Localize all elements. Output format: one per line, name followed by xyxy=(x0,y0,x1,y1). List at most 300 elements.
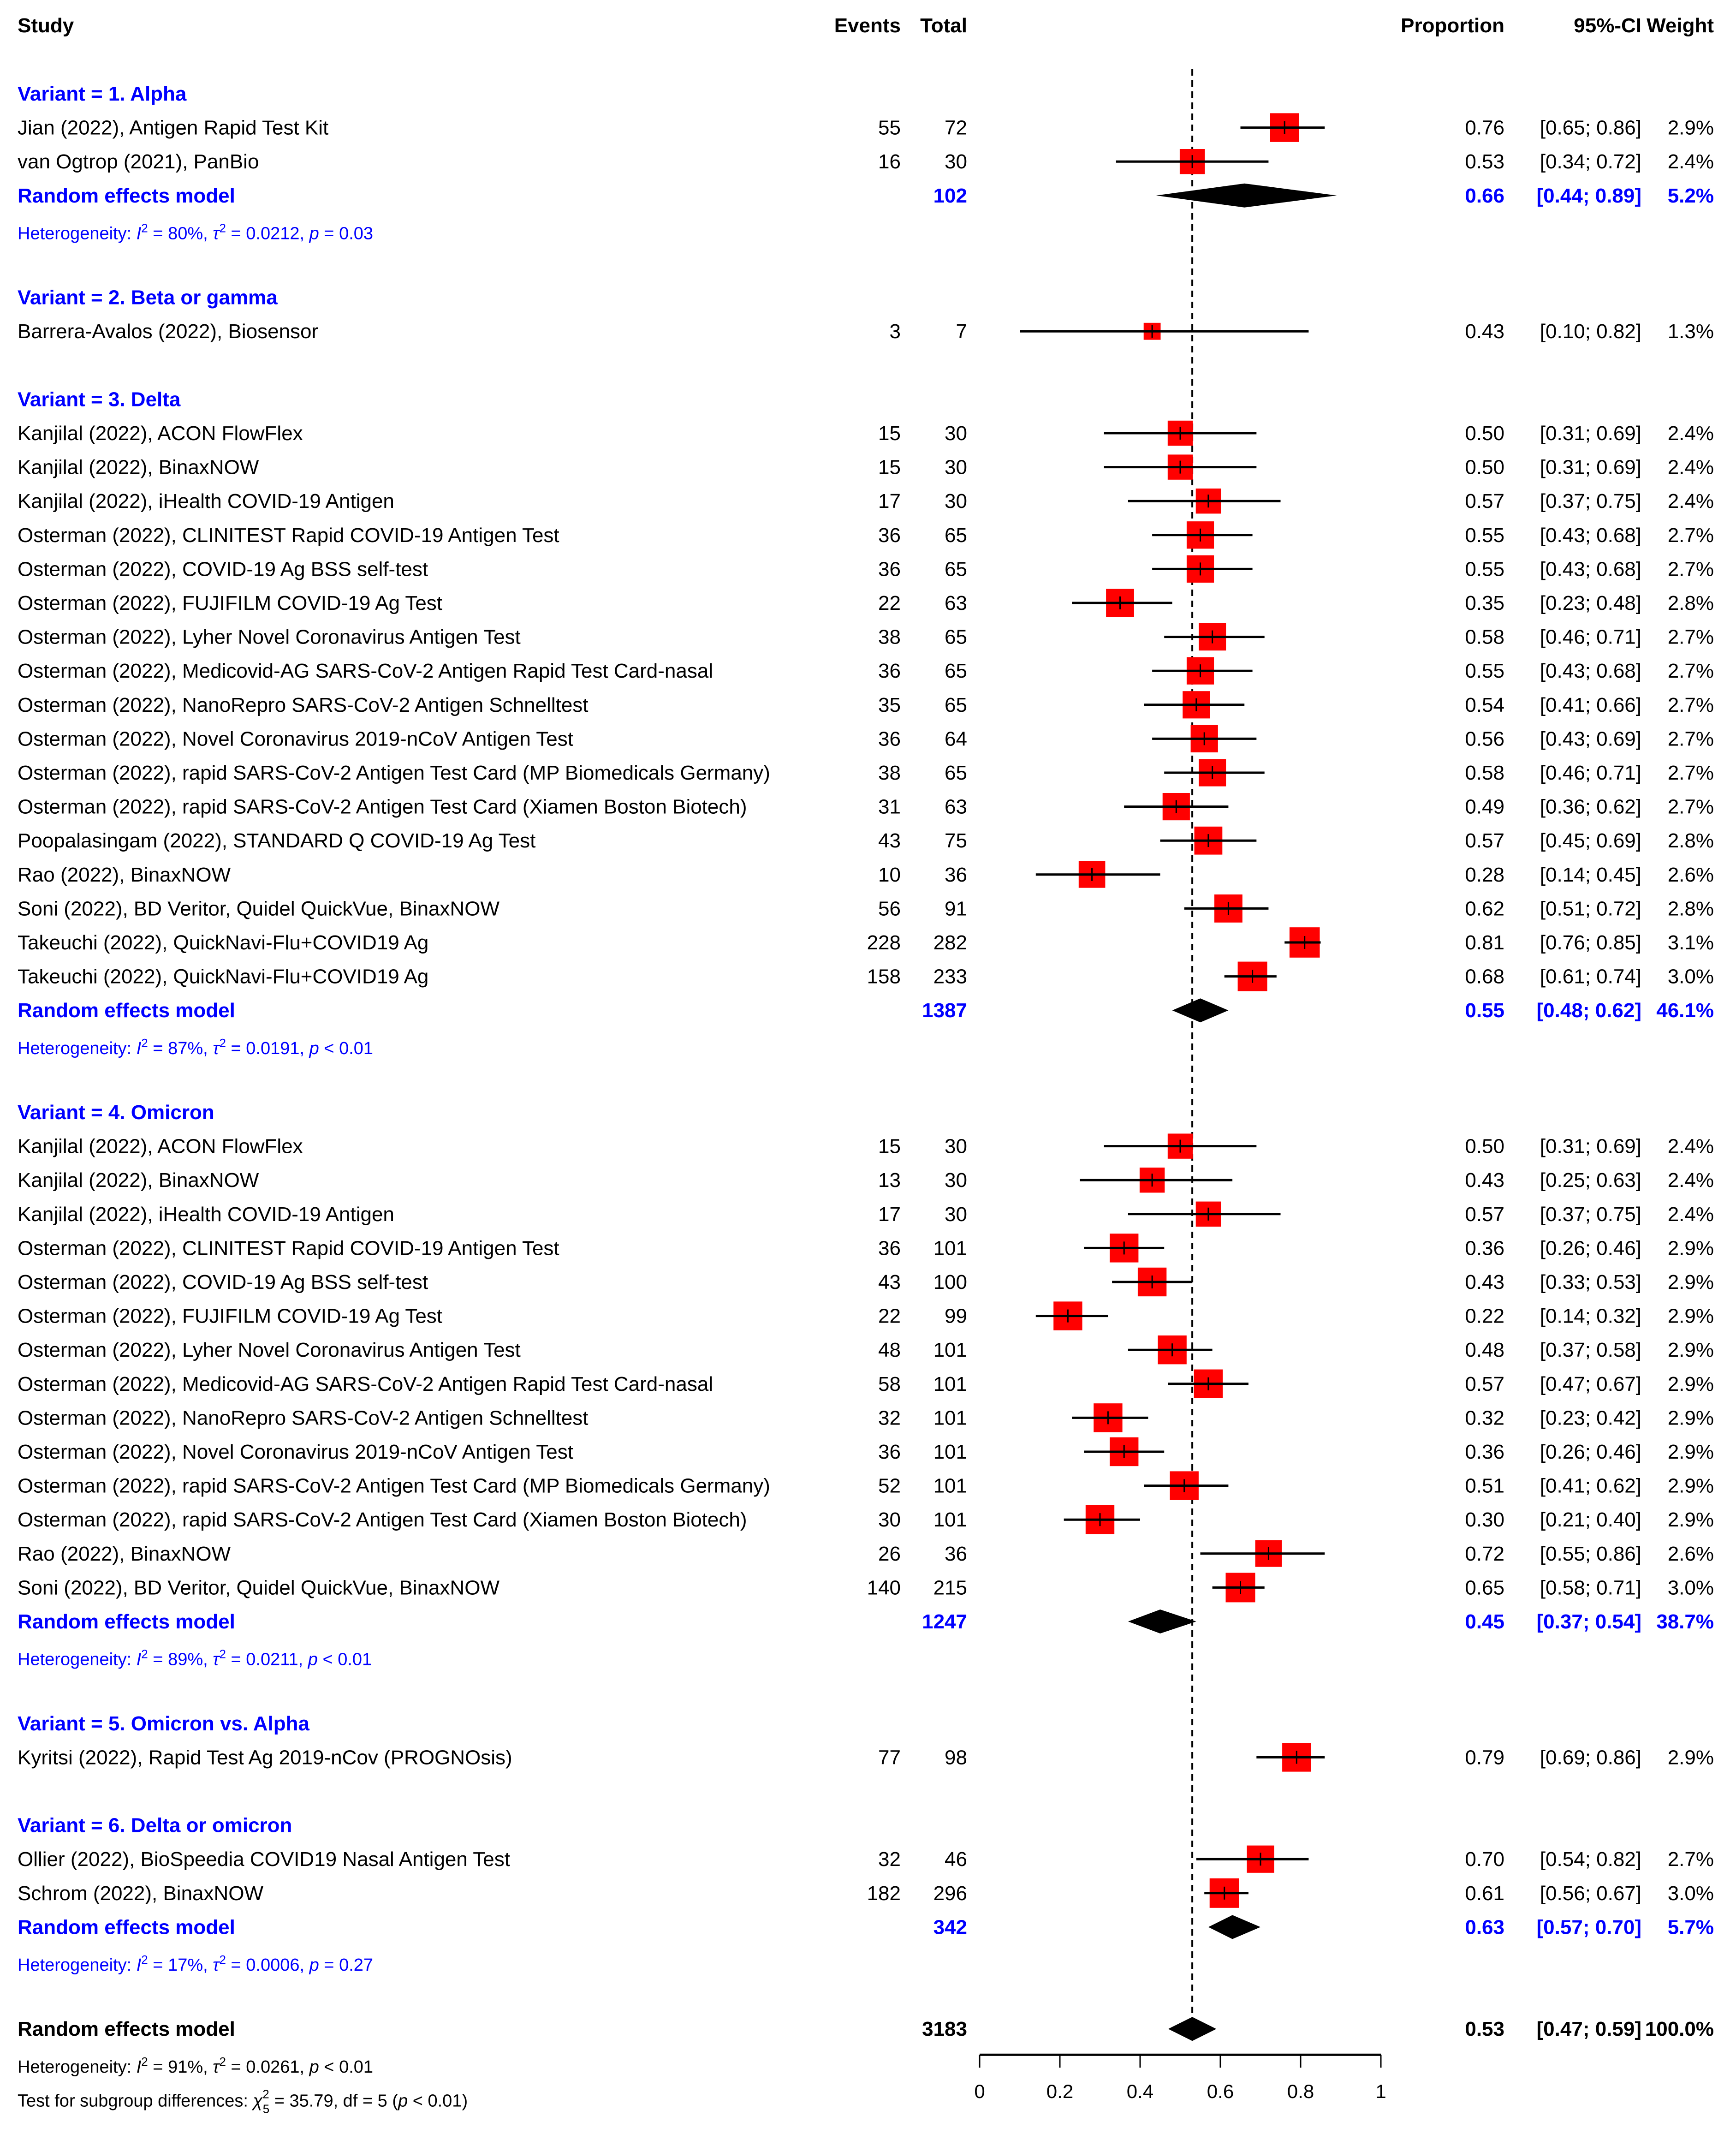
chi-sub: 5 xyxy=(262,2102,270,2116)
ci-value: [0.37; 0.75] xyxy=(1540,490,1641,513)
model-ci: [0.57; 0.70] xyxy=(1536,1916,1641,1939)
study-row xyxy=(18,1370,1714,1398)
het-tau2: 0.0261 xyxy=(246,2057,300,2077)
study-label: Barrera-Avalos (2022), Biosensor xyxy=(18,320,319,343)
weight-value: 3.1% xyxy=(1667,931,1714,954)
model-proportion: 0.66 xyxy=(1465,184,1504,207)
proportion-value: 0.49 xyxy=(1465,795,1504,818)
het-i-symbol: I xyxy=(136,224,142,244)
total-value: 30 xyxy=(945,1203,967,1226)
events-value: 48 xyxy=(878,1339,901,1362)
het-sep: , xyxy=(299,224,309,244)
model-weight: 46.1% xyxy=(1656,999,1714,1022)
total-value: 30 xyxy=(945,490,967,513)
proportion-value: 0.50 xyxy=(1465,422,1504,445)
study-row xyxy=(18,1335,1714,1364)
study-row xyxy=(18,1573,1714,1602)
weight-value: 2.7% xyxy=(1667,1848,1714,1871)
model-label: Random effects model xyxy=(18,2018,235,2041)
het-tau2-sup: 2 xyxy=(219,2054,226,2068)
het-tau-symbol: τ xyxy=(213,1650,220,1669)
total-value: 65 xyxy=(945,693,967,716)
subgroup-header: Variant = 5. Omicron vs. Alpha xyxy=(18,1712,309,1735)
subgroup-header: Variant = 4. Omicron xyxy=(18,1101,214,1124)
events-value: 38 xyxy=(878,626,901,649)
study-label: Rao (2022), BinaxNOW xyxy=(18,863,231,886)
summary-diamond xyxy=(1172,998,1229,1022)
het-i-symbol: I xyxy=(136,2057,142,2077)
study-label: Osterman (2022), Medicovid-AG SARS-CoV-2 Antigen Rapid Test Card-nasal xyxy=(18,660,713,683)
total-value: 101 xyxy=(933,1407,967,1430)
study-row xyxy=(18,149,1714,174)
ci-value: [0.31; 0.69] xyxy=(1540,1135,1641,1158)
study-label: Kanjilal (2022), iHealth COVID-19 Antigen xyxy=(18,490,394,513)
ci-value: [0.41; 0.66] xyxy=(1540,693,1641,716)
study-row xyxy=(18,623,1714,650)
study-label: Osterman (2022), NanoRepro SARS-CoV-2 Antigen Schnelltest xyxy=(18,693,589,716)
het-i2: 91% xyxy=(168,2057,203,2077)
het-tau2-sup: 2 xyxy=(219,1036,226,1050)
study-row xyxy=(18,521,1714,548)
het-p-symbol: p xyxy=(309,1955,319,1975)
het-eq: = xyxy=(226,1650,246,1669)
proportion-value: 0.50 xyxy=(1465,456,1504,479)
ci-value: [0.76; 0.85] xyxy=(1540,931,1641,954)
weight-value: 2.4% xyxy=(1667,456,1714,479)
weight-value: 2.8% xyxy=(1667,829,1714,852)
subgroup-test-p-rest: < 0.01) xyxy=(408,2091,468,2111)
study-label: Osterman (2022), FUJIFILM COVID-19 Ag Test xyxy=(18,1305,443,1328)
study-label: Osterman (2022), Medicovid-AG SARS-CoV-2 Antigen Rapid Test Card-nasal xyxy=(18,1372,713,1395)
het-sep: , xyxy=(299,1038,309,1058)
total-value: 101 xyxy=(933,1508,967,1532)
events-value: 22 xyxy=(878,592,901,614)
het-sep: , xyxy=(298,1650,308,1669)
proportion-value: 0.65 xyxy=(1465,1576,1504,1599)
model-proportion: 0.55 xyxy=(1465,999,1504,1022)
het-eq: = xyxy=(226,2057,246,2077)
study-label: van Ogtrop (2021), PanBio xyxy=(18,150,259,173)
proportion-value: 0.22 xyxy=(1465,1305,1504,1328)
model-total: 1387 xyxy=(922,999,967,1022)
axis-tick-label: 0.2 xyxy=(1046,2080,1074,2103)
axis-tick-label: 0.8 xyxy=(1287,2080,1314,2103)
proportion-value: 0.79 xyxy=(1465,1746,1504,1769)
ci-value: [0.43; 0.69] xyxy=(1540,727,1641,751)
proportion-value: 0.57 xyxy=(1465,1372,1504,1395)
total-value: 99 xyxy=(945,1305,967,1328)
proportion-value: 0.58 xyxy=(1465,626,1504,649)
study-label: Kyritsi (2022), Rapid Test Ag 2019-nCov (PROGNOsis) xyxy=(18,1746,512,1769)
het-prefix: Heterogeneity: xyxy=(18,1955,137,1975)
events-value: 38 xyxy=(878,762,901,784)
header-ci: 95%-CI xyxy=(1574,14,1641,37)
events-value: 35 xyxy=(878,693,901,716)
het-eq: = xyxy=(148,2057,168,2077)
model-weight: 5.7% xyxy=(1667,1916,1714,1939)
ci-value: [0.23; 0.48] xyxy=(1540,592,1641,614)
het-i2: 87% xyxy=(168,1038,203,1058)
ci-value: [0.43; 0.68] xyxy=(1540,660,1641,683)
events-value: 15 xyxy=(878,422,901,445)
axis-tick-label: 0 xyxy=(974,2080,985,2103)
column-header-row xyxy=(18,14,1714,37)
proportion-value: 0.56 xyxy=(1465,727,1504,751)
study-row xyxy=(18,1133,1714,1158)
het-prefix: Heterogeneity: xyxy=(18,1038,137,1058)
plot-rows xyxy=(18,83,1714,2116)
study-row xyxy=(18,1743,1714,1771)
heterogeneity-text xyxy=(18,221,373,243)
het-tau2-sup: 2 xyxy=(219,1647,226,1661)
ci-value: [0.26; 0.46] xyxy=(1540,1441,1641,1463)
events-value: 182 xyxy=(867,1882,901,1905)
study-row xyxy=(18,1403,1714,1432)
model-weight: 5.2% xyxy=(1667,184,1714,207)
het-sep: , xyxy=(203,1650,213,1669)
study-row xyxy=(18,793,1714,820)
summary-diamond xyxy=(1168,2017,1216,2041)
study-label: Osterman (2022), rapid SARS-CoV-2 Antigen Test Card (MP Biomedicals Germany) xyxy=(18,762,770,784)
heterogeneity-text xyxy=(18,1953,373,1975)
model-weight: 100.0% xyxy=(1645,2018,1714,2041)
study-row xyxy=(18,962,1714,991)
het-tau2: 0.0006 xyxy=(246,1955,300,1975)
model-ci: [0.44; 0.89] xyxy=(1536,184,1641,207)
events-value: 17 xyxy=(878,490,901,513)
proportion-value: 0.57 xyxy=(1465,1203,1504,1226)
study-row xyxy=(18,894,1714,923)
weight-value: 2.9% xyxy=(1667,1237,1714,1260)
study-row xyxy=(18,1505,1714,1534)
total-value: 72 xyxy=(945,116,967,139)
study-row xyxy=(18,1202,1714,1227)
total-value: 30 xyxy=(945,456,967,479)
events-value: 158 xyxy=(867,965,901,988)
total-value: 7 xyxy=(956,320,967,343)
het-tau-symbol: τ xyxy=(213,2057,220,2077)
study-label: Kanjilal (2022), BinaxNOW xyxy=(18,456,259,479)
weight-value: 2.7% xyxy=(1667,524,1714,547)
heterogeneity-text xyxy=(18,1647,372,1669)
het-prefix: Heterogeneity: xyxy=(18,224,137,244)
weight-value: 3.0% xyxy=(1667,1882,1714,1905)
proportion-value: 0.76 xyxy=(1465,116,1504,139)
total-value: 65 xyxy=(945,558,967,581)
het-p: 0.01 xyxy=(339,2057,374,2077)
model-ci: [0.48; 0.62] xyxy=(1536,999,1641,1022)
study-row xyxy=(18,827,1714,855)
study-row xyxy=(18,489,1714,513)
het-eq: = xyxy=(148,1955,168,1975)
ci-value: [0.58; 0.71] xyxy=(1540,1576,1641,1599)
model-total: 1247 xyxy=(922,1610,967,1633)
ci-value: [0.14; 0.32] xyxy=(1540,1305,1641,1328)
het-sep: , xyxy=(299,2057,309,2077)
het-i2-sup: 2 xyxy=(141,1953,148,1967)
het-p-symbol: p xyxy=(309,2057,319,2077)
ci-value: [0.45; 0.69] xyxy=(1540,829,1641,852)
total-value: 91 xyxy=(945,897,967,920)
total-value: 215 xyxy=(933,1576,967,1599)
proportion-value: 0.62 xyxy=(1465,897,1504,920)
het-tau-symbol: τ xyxy=(213,224,220,244)
study-label: Soni (2022), BD Veritor, Quidel QuickVue, BinaxNOW xyxy=(18,897,500,920)
study-row xyxy=(18,1301,1714,1330)
proportion-value: 0.53 xyxy=(1465,150,1504,173)
ci-value: [0.10; 0.82] xyxy=(1540,320,1641,343)
ci-value: [0.31; 0.69] xyxy=(1540,422,1641,445)
study-row xyxy=(18,1268,1714,1296)
study-row xyxy=(18,927,1714,958)
proportion-value: 0.36 xyxy=(1465,1441,1504,1463)
study-row xyxy=(18,454,1714,479)
total-value: 65 xyxy=(945,626,967,649)
ci-value: [0.37; 0.75] xyxy=(1540,1203,1641,1226)
study-row xyxy=(18,555,1714,583)
ci-value: [0.33; 0.53] xyxy=(1540,1271,1641,1294)
heterogeneity-text xyxy=(18,1036,373,1058)
ci-value: [0.37; 0.58] xyxy=(1540,1339,1641,1362)
het-tau-symbol: τ xyxy=(213,1955,220,1975)
study-label: Osterman (2022), NanoRepro SARS-CoV-2 Antigen Schnelltest xyxy=(18,1407,589,1430)
model-label: Random effects model xyxy=(18,1610,235,1633)
het-p: 0.03 xyxy=(339,224,374,244)
study-label: Ollier (2022), BioSpeedia COVID19 Nasal Antigen Test xyxy=(18,1848,510,1871)
total-value: 36 xyxy=(945,863,967,886)
weight-value: 1.3% xyxy=(1667,320,1714,343)
ci-value: [0.43; 0.68] xyxy=(1540,558,1641,581)
events-value: 30 xyxy=(878,1508,901,1532)
model-proportion: 0.45 xyxy=(1465,1610,1504,1633)
ci-value: [0.23; 0.42] xyxy=(1540,1407,1641,1430)
weight-value: 2.4% xyxy=(1667,150,1714,173)
events-value: 36 xyxy=(878,727,901,751)
study-label: Osterman (2022), CLINITEST Rapid COVID-19 Antigen Test xyxy=(18,524,559,547)
header-weight: Weight xyxy=(1647,14,1714,37)
proportion-value: 0.72 xyxy=(1465,1542,1504,1565)
events-value: 56 xyxy=(878,897,901,920)
summary-diamond xyxy=(1156,184,1337,208)
het-i-symbol: I xyxy=(136,1038,142,1058)
summary-diamond xyxy=(1128,1609,1196,1633)
study-label: Osterman (2022), Lyher Novel Coronavirus Antigen Test xyxy=(18,626,521,649)
weight-value: 2.6% xyxy=(1667,863,1714,886)
ci-value: [0.31; 0.69] xyxy=(1540,456,1641,479)
axis-tick-label: 0.6 xyxy=(1207,2080,1234,2103)
study-label: Kanjilal (2022), ACON FlowFlex xyxy=(18,1135,303,1158)
events-value: 36 xyxy=(878,1237,901,1260)
subgroup-header: Variant = 2. Beta or gamma xyxy=(18,286,278,309)
weight-value: 2.9% xyxy=(1667,116,1714,139)
total-value: 101 xyxy=(933,1474,967,1497)
study-label: Osterman (2022), Lyher Novel Coronavirus Antigen Test xyxy=(18,1339,521,1362)
events-value: 16 xyxy=(878,150,901,173)
proportion-value: 0.58 xyxy=(1465,762,1504,784)
events-value: 32 xyxy=(878,1407,901,1430)
ci-value: [0.51; 0.72] xyxy=(1540,897,1641,920)
het-tau2: 0.0211 xyxy=(246,1650,298,1669)
weight-value: 2.9% xyxy=(1667,1305,1714,1328)
study-label: Rao (2022), BinaxNOW xyxy=(18,1542,231,1565)
events-value: 36 xyxy=(878,660,901,683)
het-tau2: 0.0212 xyxy=(246,224,300,244)
subgroup-model-row xyxy=(18,1915,1714,1939)
het-p-symbol: p xyxy=(308,1650,318,1669)
events-value: 10 xyxy=(878,863,901,886)
het-sep: , xyxy=(203,2057,213,2077)
proportion-value: 0.28 xyxy=(1465,863,1504,886)
proportion-value: 0.55 xyxy=(1465,660,1504,683)
subgroup-model-row xyxy=(18,184,1714,208)
total-value: 296 xyxy=(933,1882,967,1905)
model-proportion: 0.63 xyxy=(1465,1916,1504,1939)
total-value: 282 xyxy=(933,931,967,954)
weight-value: 2.9% xyxy=(1667,1407,1714,1430)
het-p-op: < xyxy=(319,2057,339,2077)
header-study: Study xyxy=(18,14,74,37)
x-axis xyxy=(974,2055,1386,2102)
header-events: Events xyxy=(834,14,901,37)
het-eq: = xyxy=(148,1650,168,1669)
proportion-value: 0.43 xyxy=(1465,1271,1504,1294)
ci-value: [0.65; 0.86] xyxy=(1540,116,1641,139)
chi-symbol: χ xyxy=(253,2091,263,2111)
subgroup-test-text xyxy=(18,2087,468,2116)
total-value: 36 xyxy=(945,1542,967,1565)
study-row xyxy=(18,589,1714,617)
summary-diamond xyxy=(1208,1915,1260,1939)
weight-value: 2.7% xyxy=(1667,660,1714,683)
het-prefix: Heterogeneity: xyxy=(18,1650,137,1669)
proportion-value: 0.70 xyxy=(1465,1848,1504,1871)
total-value: 98 xyxy=(945,1746,967,1769)
study-row xyxy=(18,1234,1714,1262)
study-label: Osterman (2022), rapid SARS-CoV-2 Antigen Test Card (MP Biomedicals Germany) xyxy=(18,1474,770,1497)
proportion-value: 0.43 xyxy=(1465,1169,1504,1192)
het-p-op: = xyxy=(319,1955,339,1975)
events-value: 13 xyxy=(878,1169,901,1192)
het-p-op: = xyxy=(319,224,339,244)
model-total: 342 xyxy=(933,1916,967,1939)
het-i2-sup: 2 xyxy=(141,1647,148,1661)
proportion-value: 0.55 xyxy=(1465,524,1504,547)
weight-value: 2.9% xyxy=(1667,1271,1714,1294)
study-row xyxy=(18,691,1714,718)
total-value: 63 xyxy=(945,592,967,614)
total-value: 75 xyxy=(945,829,967,852)
proportion-value: 0.36 xyxy=(1465,1237,1504,1260)
subgroup-header: Variant = 1. Alpha xyxy=(18,83,187,105)
proportion-value: 0.81 xyxy=(1465,931,1504,954)
proportion-value: 0.30 xyxy=(1465,1508,1504,1532)
total-value: 30 xyxy=(945,1169,967,1192)
subgroup-test-stat: = 35.79, df = 5 ( xyxy=(269,2091,398,2111)
proportion-value: 0.55 xyxy=(1465,558,1504,581)
het-tau2-sup: 2 xyxy=(219,221,226,235)
events-value: 140 xyxy=(867,1576,901,1599)
header-proportion: Proportion xyxy=(1401,14,1504,37)
het-i2-sup: 2 xyxy=(141,221,148,235)
total-value: 100 xyxy=(933,1271,967,1294)
weight-value: 2.7% xyxy=(1667,762,1714,784)
events-value: 52 xyxy=(878,1474,901,1497)
het-sep: , xyxy=(203,1038,213,1058)
study-row xyxy=(18,421,1714,446)
study-row xyxy=(18,113,1714,142)
study-row xyxy=(18,861,1714,888)
events-value: 43 xyxy=(878,1271,901,1294)
study-row xyxy=(18,657,1714,685)
total-value: 65 xyxy=(945,762,967,784)
axis-tick-label: 1 xyxy=(1375,2080,1386,2103)
subgroup-header: Variant = 6. Delta or omicron xyxy=(18,1814,292,1837)
total-value: 64 xyxy=(945,727,967,751)
study-label: Osterman (2022), CLINITEST Rapid COVID-19 Antigen Test xyxy=(18,1237,559,1260)
het-eq: = xyxy=(148,224,168,244)
het-tau2-sup: 2 xyxy=(219,1953,226,1967)
total-value: 63 xyxy=(945,795,967,818)
study-label: Jian (2022), Antigen Rapid Test Kit xyxy=(18,116,329,139)
model-label: Random effects model xyxy=(18,1916,235,1939)
study-row xyxy=(18,320,1714,343)
total-value: 101 xyxy=(933,1441,967,1463)
study-label: Kanjilal (2022), BinaxNOW xyxy=(18,1169,259,1192)
study-row xyxy=(18,1846,1714,1873)
proportion-value: 0.32 xyxy=(1465,1407,1504,1430)
het-p-symbol: p xyxy=(309,1038,319,1058)
events-value: 43 xyxy=(878,829,901,852)
subgroup-test-prefix: Test for subgroup differences: xyxy=(18,2091,253,2111)
total-value: 46 xyxy=(945,1848,967,1871)
study-label: Osterman (2022), Novel Coronavirus 2019-nCoV Antigen Test xyxy=(18,1441,573,1463)
ci-value: [0.41; 0.62] xyxy=(1540,1474,1641,1497)
header-total: Total xyxy=(920,14,967,37)
model-weight: 38.7% xyxy=(1656,1610,1714,1633)
model-ci: [0.37; 0.54] xyxy=(1536,1610,1641,1633)
total-value: 101 xyxy=(933,1237,967,1260)
model-label: Random effects model xyxy=(18,999,235,1022)
het-sep: , xyxy=(299,1955,309,1975)
weight-value: 2.9% xyxy=(1667,1441,1714,1463)
events-value: 228 xyxy=(867,931,901,954)
proportion-value: 0.54 xyxy=(1465,693,1504,716)
events-value: 22 xyxy=(878,1305,901,1328)
het-eq: = xyxy=(148,1038,168,1058)
events-value: 36 xyxy=(878,1441,901,1463)
chi-sup: 2 xyxy=(262,2087,269,2101)
study-label: Osterman (2022), rapid SARS-CoV-2 Antigen Test Card (Xiamen Boston Biotech) xyxy=(18,1508,747,1532)
ci-value: [0.54; 0.82] xyxy=(1540,1848,1641,1871)
model-total: 102 xyxy=(933,184,967,207)
weight-value: 2.4% xyxy=(1667,490,1714,513)
events-value: 77 xyxy=(878,1746,901,1769)
het-p-symbol: p xyxy=(309,224,319,244)
study-label: Osterman (2022), FUJIFILM COVID-19 Ag Test xyxy=(18,592,443,614)
ci-value: [0.25; 0.63] xyxy=(1540,1169,1641,1192)
weight-value: 2.7% xyxy=(1667,626,1714,649)
weight-value: 3.0% xyxy=(1667,965,1714,988)
study-label: Kanjilal (2022), ACON FlowFlex xyxy=(18,422,303,445)
study-row xyxy=(18,1878,1714,1908)
ci-value: [0.46; 0.71] xyxy=(1540,762,1641,784)
model-proportion: 0.53 xyxy=(1465,2018,1504,2041)
het-tau2: 0.0191 xyxy=(246,1038,300,1058)
proportion-value: 0.43 xyxy=(1465,320,1504,343)
het-sep: , xyxy=(203,1955,213,1975)
study-label: Osterman (2022), COVID-19 Ag BSS self-test xyxy=(18,558,428,581)
proportion-value: 0.51 xyxy=(1465,1474,1504,1497)
